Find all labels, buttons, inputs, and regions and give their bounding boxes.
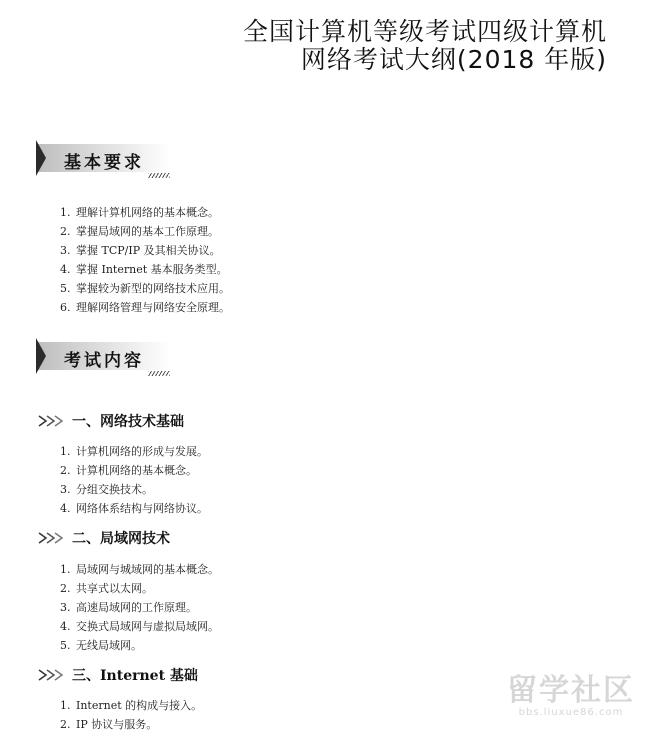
banner-hatch-decoration	[148, 173, 170, 178]
triple-chevron-icon	[38, 532, 68, 544]
watermark-logo-text: 留学社区	[507, 673, 635, 708]
list-item: 1. 理解计算机网络的基本概念。	[60, 206, 219, 219]
triple-chevron-icon	[38, 669, 68, 681]
list-item: 2. IP 协议与服务。	[60, 718, 158, 731]
title-line-2: 网络考试大纲(2018 年版)	[300, 45, 607, 74]
topic-title: 一、网络技术基础	[72, 414, 184, 430]
topic-3-list	[60, 696, 202, 734]
section-banner-basic	[36, 140, 171, 180]
section-heading-exam: 考试内容	[64, 351, 144, 371]
topic-heading-1	[38, 411, 184, 431]
topic-title: 三、Internet 基础	[72, 668, 198, 684]
list-item: 2. 掌握局域网的基本工作原理。	[60, 225, 219, 238]
banner-wedge-icon	[36, 140, 46, 176]
topic-title: 二、局域网技术	[72, 531, 170, 547]
topic-heading-3	[38, 665, 198, 685]
title-line-1: 全国计算机等级考试四级计算机	[242, 17, 607, 46]
banner-wedge-icon	[36, 338, 46, 374]
topic-1-list	[60, 442, 208, 518]
topic-2-list	[60, 560, 219, 655]
list-item: 4. 交换式局域网与虚拟局域网。	[60, 620, 219, 633]
list-item: 2. 共享式以太网。	[60, 582, 153, 595]
section-banner-exam	[36, 338, 171, 378]
list-item: 6. 理解网络管理与网络安全原理。	[60, 301, 230, 314]
list-item: 2. 计算机网络的基本概念。	[60, 464, 197, 477]
list-item: 1. 局域网与城域网的基本概念。	[60, 563, 219, 576]
list-item: 3. 分组交换技术。	[60, 483, 153, 496]
document-title	[243, 18, 607, 74]
list-item: 5. 掌握较为新型的网络技术应用。	[60, 282, 230, 295]
section-heading-basic: 基本要求	[64, 153, 144, 173]
triple-chevron-icon	[38, 415, 68, 427]
list-item: 5. 无线局域网。	[60, 639, 142, 652]
list-item: 1. Internet 的构成与接入。	[60, 699, 203, 712]
basic-requirements-list	[60, 203, 230, 317]
list-item: 4. 掌握 Internet 基本服务类型。	[60, 263, 228, 276]
site-watermark	[507, 675, 635, 718]
list-item: 3. 掌握 TCP/IP 及其相关协议。	[60, 244, 221, 257]
watermark-url: bbs.liuxue86.com	[518, 707, 624, 718]
list-item: 4. 网络体系结构与网络协议。	[60, 502, 208, 515]
topic-heading-2	[38, 528, 170, 548]
banner-hatch-decoration	[148, 371, 170, 376]
list-item: 3. 高速局域网的工作原理。	[60, 601, 197, 614]
list-item: 1. 计算机网络的形成与发展。	[60, 445, 208, 458]
